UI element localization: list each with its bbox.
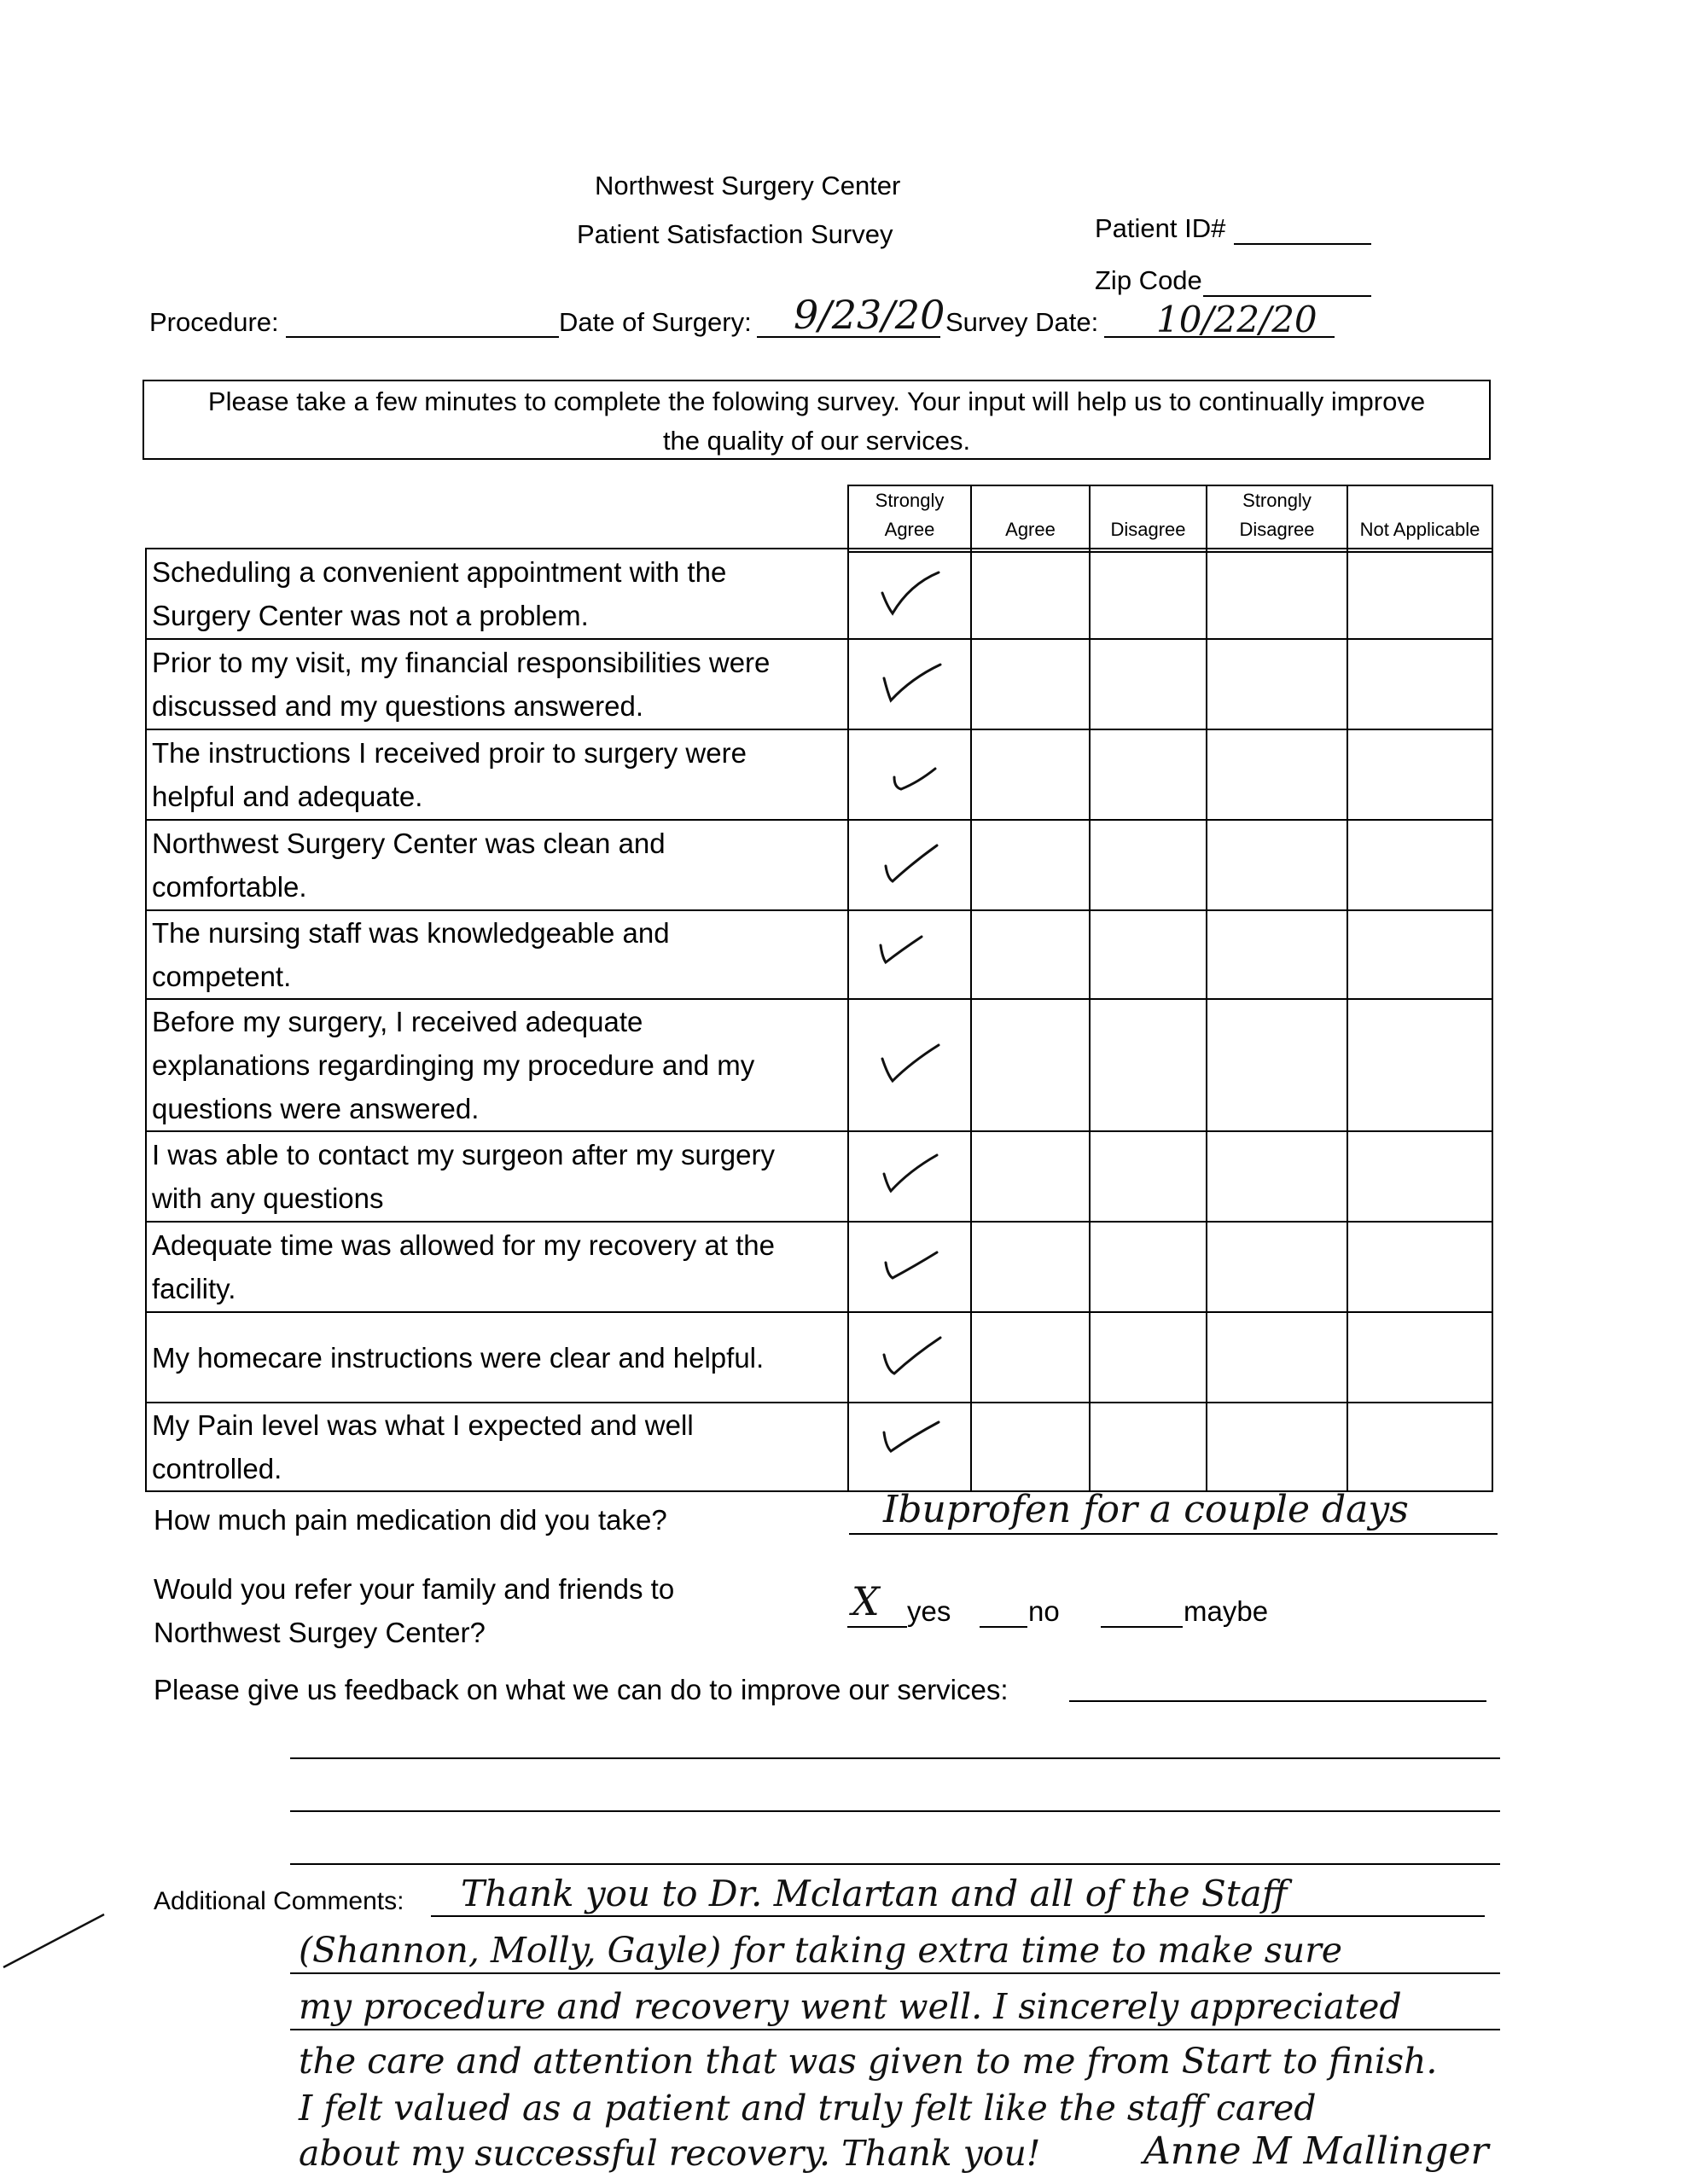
rating-cell-strongly-agree[interactable] xyxy=(848,1222,971,1312)
rating-cell-disagree[interactable] xyxy=(1090,999,1207,1131)
rating-cell-agree[interactable] xyxy=(971,820,1090,910)
survey-date-label: Survey Date: xyxy=(945,307,1099,337)
rating-cell-agree[interactable] xyxy=(971,1222,1090,1312)
table-row xyxy=(146,549,1492,639)
feedback-line-3[interactable] xyxy=(290,1863,1500,1865)
rating-cell-not-applicable[interactable] xyxy=(1347,999,1492,1131)
question-text: Scheduling a convenient appointment with the Surgery Center was not a problem. xyxy=(146,549,848,639)
rating-cell-strongly-disagree[interactable] xyxy=(1207,1312,1347,1403)
patient-id-label: Patient ID# xyxy=(1095,213,1226,243)
question-text: The nursing staff was knowledgeable and competent. xyxy=(146,910,848,999)
checkmark-icon xyxy=(875,928,944,978)
question-text: Northwest Surgery Center was clean and comfortable. xyxy=(146,820,848,910)
question-text: The instructions I received proir to surgery were helpful and adequate. xyxy=(146,729,848,820)
intro-line-1: Please take a few minutes to complete the folowing survey. Your input will help us to continually improve xyxy=(207,386,1426,416)
rating-cell-strongly-agree[interactable] xyxy=(848,1131,971,1222)
checkmark-icon xyxy=(875,567,944,617)
rating-cell-not-applicable[interactable] xyxy=(1347,1222,1492,1312)
rating-cell-strongly-disagree[interactable] xyxy=(1207,1131,1347,1222)
checkmark-icon xyxy=(875,1038,944,1088)
survey-date-value: 10/22/20 xyxy=(1156,299,1317,340)
question-text: Adequate time was allowed for my recovery at the facility. xyxy=(146,1222,848,1312)
table-row xyxy=(146,999,1492,1131)
column-header: Agree xyxy=(971,485,1090,552)
refer-option-maybe: maybe xyxy=(1184,1595,1269,1627)
rating-cell-strongly-disagree[interactable] xyxy=(1207,729,1347,820)
survey-table xyxy=(145,548,1493,1492)
table-row xyxy=(146,1403,1492,1491)
feedback-line-0[interactable] xyxy=(1069,1700,1486,1702)
comments-label: Additional Comments: xyxy=(154,1887,404,1915)
rating-cell-agree[interactable] xyxy=(971,999,1090,1131)
rating-cell-disagree[interactable] xyxy=(1090,820,1207,910)
question-text: My Pain level was what I expected and well controlled. xyxy=(146,1403,848,1491)
patient-id-field[interactable] xyxy=(1234,243,1371,245)
table-row xyxy=(146,910,1492,999)
rating-cell-not-applicable[interactable] xyxy=(1347,910,1492,999)
rating-cell-strongly-disagree[interactable] xyxy=(1207,999,1347,1131)
refer-option-no: no xyxy=(1028,1595,1060,1627)
rating-cell-strongly-disagree[interactable] xyxy=(1207,910,1347,999)
rating-cell-disagree[interactable] xyxy=(1090,549,1207,639)
rating-cell-agree[interactable] xyxy=(971,729,1090,820)
question-text: Before my surgery, I received adequate explanations regardinging my procedure and my questions were answered. xyxy=(146,999,848,1131)
rating-column-headers xyxy=(847,485,1493,553)
pain-med-field[interactable] xyxy=(849,1533,1498,1535)
procedure-label: Procedure: xyxy=(149,307,279,337)
table-row xyxy=(146,1131,1492,1222)
checkmark-icon xyxy=(875,748,944,798)
checkmark-icon xyxy=(875,1150,944,1199)
refer-no-blank[interactable] xyxy=(980,1626,1027,1628)
rating-cell-disagree[interactable] xyxy=(1090,1222,1207,1312)
rating-cell-not-applicable[interactable] xyxy=(1347,549,1492,639)
comments-line-1[interactable] xyxy=(290,1972,1500,1974)
comments-line-2[interactable] xyxy=(290,2029,1500,2030)
refer-question-line-1: Would you refer your family and friends to xyxy=(154,1573,675,1605)
pain-med-answer: Ibuprofen for a couple days xyxy=(883,1488,1409,1531)
rating-cell-strongly-disagree[interactable] xyxy=(1207,549,1347,639)
rating-cell-strongly-agree[interactable] xyxy=(848,729,971,820)
rating-cell-agree[interactable] xyxy=(971,1403,1090,1491)
comment-line: (Shannon, Molly, Gayle) for taking extra time to make sure xyxy=(299,1930,1343,1971)
rating-cell-not-applicable[interactable] xyxy=(1347,820,1492,910)
comments-line-0[interactable] xyxy=(431,1915,1485,1917)
signature: Anne M Mallinger xyxy=(1143,2129,1489,2173)
rating-cell-strongly-disagree[interactable] xyxy=(1207,820,1347,910)
rating-cell-disagree[interactable] xyxy=(1090,1131,1207,1222)
column-header: Not Applicable xyxy=(1347,485,1492,552)
rating-cell-agree[interactable] xyxy=(971,1312,1090,1403)
column-header: Strongly Disagree xyxy=(1207,485,1347,552)
procedure-field[interactable] xyxy=(286,336,559,338)
survey-title: Patient Satisfaction Survey xyxy=(577,219,893,249)
checkmark-icon xyxy=(875,839,944,888)
rating-cell-strongly-disagree[interactable] xyxy=(1207,639,1347,729)
rating-cell-not-applicable[interactable] xyxy=(1347,1403,1492,1491)
comment-line: my procedure and recovery went well. I sincerely appreciated xyxy=(299,1986,1402,2027)
rating-cell-agree[interactable] xyxy=(971,549,1090,639)
feedback-label: Please give us feedback on what we can do to improve our services: xyxy=(154,1674,1009,1705)
date-of-surgery-label: Date of Surgery: xyxy=(559,307,752,337)
rating-cell-strongly-disagree[interactable] xyxy=(1207,1222,1347,1312)
rating-cell-strongly-agree[interactable] xyxy=(848,910,971,999)
intro-box xyxy=(143,380,1491,460)
rating-cell-strongly-agree[interactable] xyxy=(848,1403,971,1491)
comment-line: Thank you to Dr. Mclartan and all of the Staff xyxy=(461,1873,1288,1914)
rating-cell-strongly-disagree[interactable] xyxy=(1207,1403,1347,1491)
center-name: Northwest Surgery Center xyxy=(595,171,901,200)
rating-cell-strongly-agree[interactable] xyxy=(848,999,971,1131)
rating-cell-not-applicable[interactable] xyxy=(1347,639,1492,729)
question-text: I was able to contact my surgeon after my surgery with any questions xyxy=(146,1131,848,1222)
rating-cell-agree[interactable] xyxy=(971,639,1090,729)
table-row xyxy=(146,729,1492,820)
intro-line-2: the quality of our services. xyxy=(662,426,971,456)
table-row xyxy=(146,820,1492,910)
zip-code-field[interactable] xyxy=(1203,295,1371,297)
date-of-surgery-value: 9/23/20 xyxy=(794,292,945,338)
column-header: Disagree xyxy=(1090,485,1207,552)
rating-cell-not-applicable[interactable] xyxy=(1347,729,1492,820)
refer-yes-mark: X xyxy=(852,1578,880,1624)
rating-cell-disagree[interactable] xyxy=(1090,1403,1207,1491)
rating-cell-disagree[interactable] xyxy=(1090,910,1207,999)
zip-code-label: Zip Code xyxy=(1095,265,1202,295)
checkmark-icon xyxy=(875,658,944,707)
comment-line: about my successful recovery. Thank you! xyxy=(299,2133,1041,2174)
column-header: Strongly Agree xyxy=(848,485,971,552)
checkmark-icon xyxy=(875,1331,944,1380)
rating-cell-disagree[interactable] xyxy=(1090,729,1207,820)
pain-med-question: How much pain medication did you take? xyxy=(154,1504,667,1536)
rating-cell-strongly-agree[interactable] xyxy=(848,1312,971,1403)
comment-line: the care and attention that was given to me from Start to finish. xyxy=(299,2041,1438,2082)
refer-question-line-2: Northwest Surgey Center? xyxy=(154,1617,486,1648)
refer-maybe-blank[interactable] xyxy=(1101,1626,1183,1628)
table-row xyxy=(146,639,1492,729)
rating-cell-strongly-agree[interactable] xyxy=(848,639,971,729)
question-text: Prior to my visit, my financial responsibilities were discussed and my questions answered. xyxy=(146,639,848,729)
rating-cell-agree[interactable] xyxy=(971,910,1090,999)
feedback-line-1[interactable] xyxy=(290,1757,1500,1759)
stray-pen-mark xyxy=(0,1902,111,1971)
table-row xyxy=(146,1312,1492,1403)
rating-cell-not-applicable[interactable] xyxy=(1347,1131,1492,1222)
rating-cell-agree[interactable] xyxy=(971,1131,1090,1222)
comment-line: I felt valued as a patient and truly felt like the staff cared xyxy=(299,2088,1317,2129)
checkmark-icon xyxy=(875,1240,944,1290)
question-text: My homecare instructions were clear and helpful. xyxy=(146,1312,848,1403)
refer-yes-blank[interactable] xyxy=(847,1626,907,1628)
rating-cell-disagree[interactable] xyxy=(1090,1312,1207,1403)
rating-cell-strongly-agree[interactable] xyxy=(848,820,971,910)
refer-option-yes: yes xyxy=(907,1595,951,1627)
feedback-line-2[interactable] xyxy=(290,1810,1500,1812)
rating-cell-strongly-agree[interactable] xyxy=(848,549,971,639)
checkmark-icon xyxy=(875,1420,944,1470)
table-row xyxy=(146,1222,1492,1312)
rating-cell-disagree[interactable] xyxy=(1090,639,1207,729)
rating-cell-not-applicable[interactable] xyxy=(1347,1312,1492,1403)
